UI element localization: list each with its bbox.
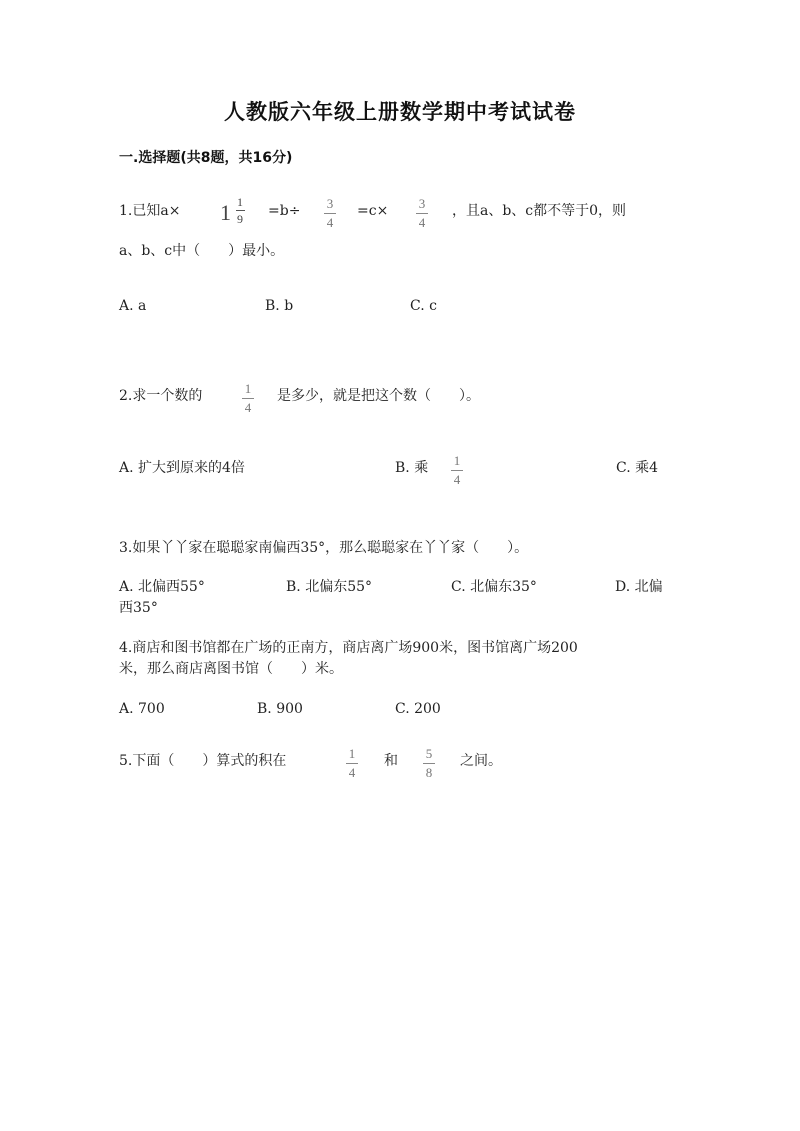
q4-option-b: B. 900: [257, 701, 303, 717]
q2-fraction: 1 4: [236, 382, 260, 415]
q2-option-b: B. 乘: [395, 460, 429, 476]
q1-fraction-1: 3 4: [318, 197, 342, 230]
q1-option-a: A. a: [119, 298, 147, 314]
q1-text-part4: ，且a、b、c都不等于0，则: [452, 203, 627, 219]
q5-text-part2: 和: [384, 753, 398, 769]
q2-text-part2: 是多少，就是把这个数（ ）。: [277, 388, 480, 404]
q2-option-c: C. 乘4: [616, 460, 659, 476]
q5-fraction-2: 5 8: [417, 747, 441, 780]
q1-option-c: C. c: [410, 298, 437, 314]
q3-option-a: A. 北偏西55°: [119, 579, 205, 595]
q4-text-line1: 4.商店和图书馆都在广场的正南方，商店离广场900米，图书馆离广场200: [119, 640, 578, 656]
q5-fraction-1: 1 4: [340, 747, 364, 780]
q1-text-line2: a、b、c中（ ）最小。: [119, 243, 285, 259]
q5-text-part3: 之间。: [460, 753, 502, 769]
page-title: 人教版六年级上册数学期中考试试卷: [224, 100, 576, 124]
q4-option-a: A. 700: [119, 701, 165, 717]
section-heading: 一.选择题(共8题，共16分): [119, 150, 293, 166]
q1-fraction-2: 3 4: [410, 197, 434, 230]
q4-text-line2: 米，那么商店离图书馆（ ）米。: [119, 661, 343, 677]
q2-text-part1: 2.求一个数的: [119, 388, 203, 404]
q4-option-c: C. 200: [395, 701, 441, 717]
q2-option-a: A. 扩大到原来的4倍: [119, 460, 245, 476]
q1-option-b: B. b: [265, 298, 294, 314]
q1-text-part2: =b÷: [268, 203, 301, 219]
q1-mixed-number: 1 1 9: [220, 195, 243, 226]
q1-text-part1: 1.已知a×: [119, 203, 181, 219]
q5-text-part1: 5.下面（ ）算式的积在: [119, 753, 287, 769]
q3-option-c: C. 北偏东35°: [451, 579, 537, 595]
q3-option-b: B. 北偏东55°: [286, 579, 373, 595]
q3-option-d-wrap: 西35°: [119, 600, 158, 616]
q1-text-part3: =c×: [357, 203, 389, 219]
q3-option-d: D. 北偏: [615, 579, 663, 595]
q2-option-b-fraction: 1 4: [445, 454, 469, 487]
q3-text: 3.如果丫丫家在聪聪家南偏西35°，那么聪聪家在丫丫家（ ）。: [119, 540, 529, 556]
